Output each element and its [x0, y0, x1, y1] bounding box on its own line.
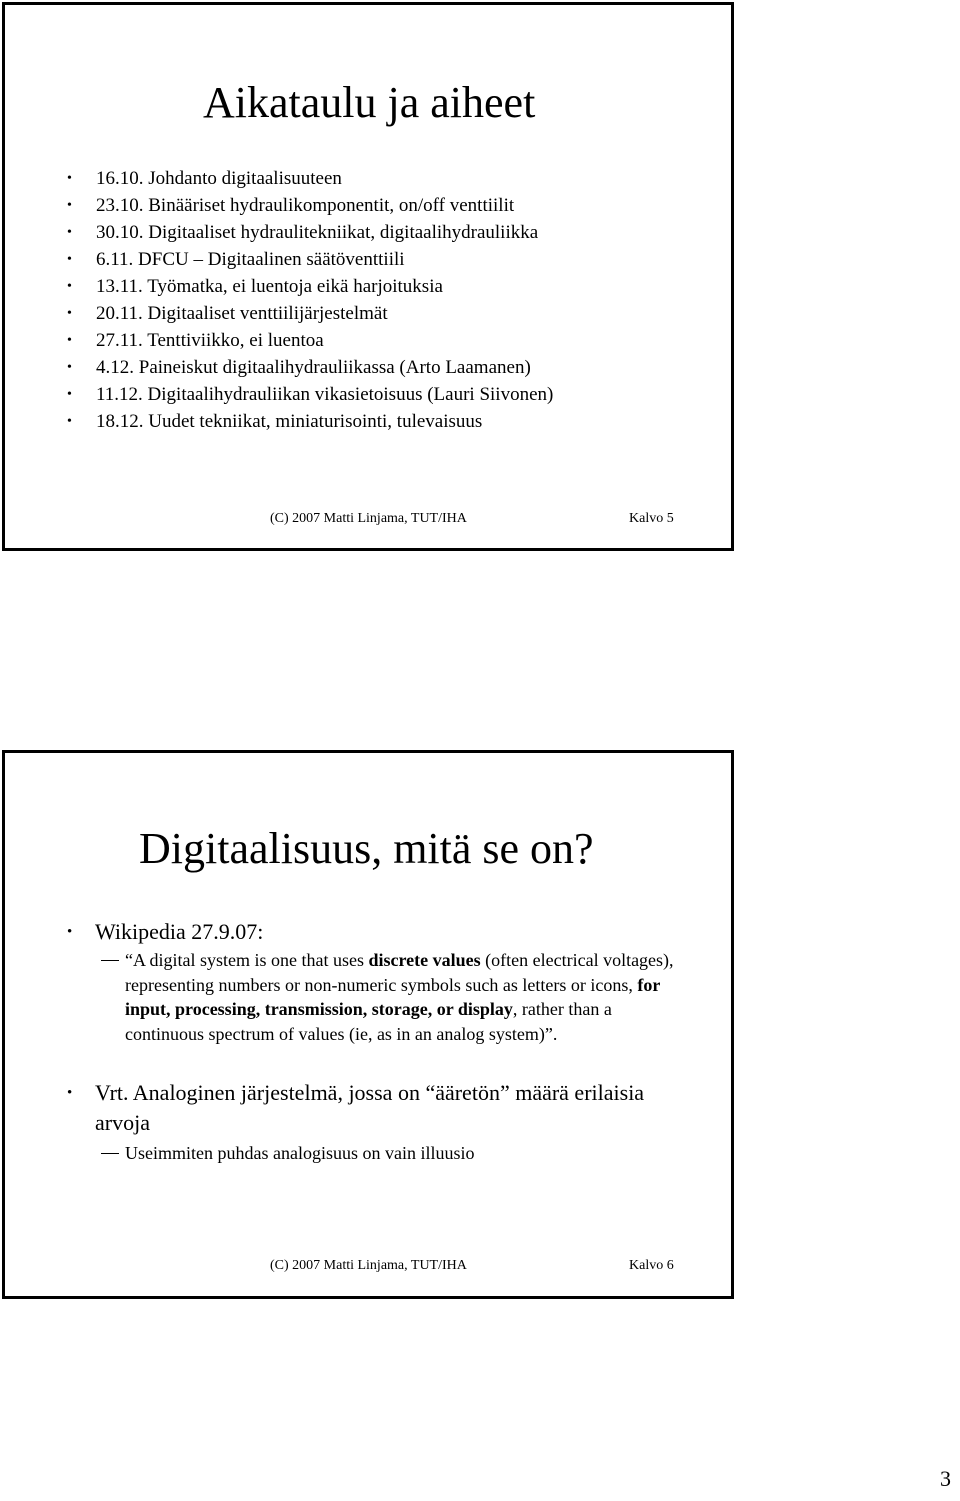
slide-title: Aikataulu ja aiheet	[203, 78, 536, 127]
bullet-icon: •	[67, 198, 72, 213]
slide-6	[2, 750, 734, 1299]
list-item	[5, 300, 553, 327]
bullet-icon: •	[67, 279, 72, 294]
quote-text: (often electrical voltages), representing numbers or non-numeric symbols such as letters or icons,	[125, 950, 674, 995]
list-item-text: 20.11. Digitaaliset venttiilijärjestelmät	[96, 303, 388, 324]
slide-5	[2, 2, 734, 551]
bullet-icon: •	[67, 924, 73, 940]
dash-icon	[101, 960, 119, 961]
list-item	[5, 246, 553, 273]
slide-number: Kalvo 5	[629, 511, 674, 526]
bullet-icon: •	[67, 225, 72, 240]
list-item-text: 16.10. Johdanto digitaalisuuteen	[96, 168, 342, 189]
bullet-icon: •	[67, 414, 72, 429]
list-item-text: 11.12. Digitaalihydrauliikan vikasietoisuus (Lauri Siivonen)	[96, 384, 554, 405]
list-item-text: 6.11. DFCU – Digitaalinen säätöventtiili	[96, 249, 405, 270]
quote-bold-text: discrete values	[368, 950, 481, 970]
list-item	[5, 192, 553, 219]
list-item-text: 4.12. Paineiskut digitaalihydrauliikassa (Arto Laamanen)	[96, 357, 531, 378]
dash-icon	[101, 1153, 119, 1154]
bullet-icon: •	[67, 171, 72, 186]
wikipedia-quote	[125, 948, 680, 1046]
bullet-icon: •	[67, 252, 72, 267]
slide-title: Digitaalisuus, mitä se on?	[139, 824, 594, 873]
list-item	[5, 219, 553, 246]
list-item-text: 30.10. Digitaaliset hydraulitekniikat, digitaalihydrauliikka	[96, 222, 539, 243]
list-item-text: 27.11. Tenttiviikko, ei luentoa	[96, 330, 324, 351]
list-item	[5, 354, 553, 381]
schedule-list	[5, 165, 553, 435]
bullet-text: Wikipedia 27.9.07:	[95, 919, 264, 944]
bullet-icon: •	[67, 1085, 73, 1101]
bullet-text: Vrt. Analoginen järjestelmä, jossa on “ääretön” määrä erilaisia arvoja	[95, 1080, 645, 1135]
list-item	[5, 408, 553, 435]
bullet-icon: •	[67, 360, 72, 375]
bullet-icon: •	[67, 306, 72, 321]
list-item-text: 13.11. Työmatka, ei luentoja eikä harjoituksia	[96, 276, 443, 297]
list-item	[5, 165, 553, 192]
list-item	[5, 381, 553, 408]
list-item-text: 18.12. Uudet tekniikat, miniaturisointi, tulevaisuus	[96, 411, 483, 432]
bullet-icon: •	[67, 387, 72, 402]
slide-footer-copyright: (C) 2007 Matti Linjama, TUT/IHA	[270, 1258, 467, 1273]
sub-bullet-text: Useimmiten puhdas analogisuus on vain illuusio	[125, 1143, 475, 1163]
bullet-icon: •	[67, 333, 72, 348]
list-item	[5, 273, 553, 300]
slide-number: Kalvo 6	[629, 1258, 674, 1273]
page-number: 3	[940, 1466, 951, 1491]
quote-text: , rather than a continuous spectrum of values (ie, as in an analog system)”.	[125, 999, 612, 1044]
list-item	[5, 327, 553, 354]
quote-text: “A digital system is one that uses	[125, 950, 369, 970]
quote-bold-text: for input, processing, transmission, storage, or display	[125, 974, 661, 1020]
list-item-text: 23.10. Binääriset hydraulikomponentit, on/off venttiilit	[96, 195, 515, 216]
slide-footer-copyright: (C) 2007 Matti Linjama, TUT/IHA	[270, 511, 467, 526]
